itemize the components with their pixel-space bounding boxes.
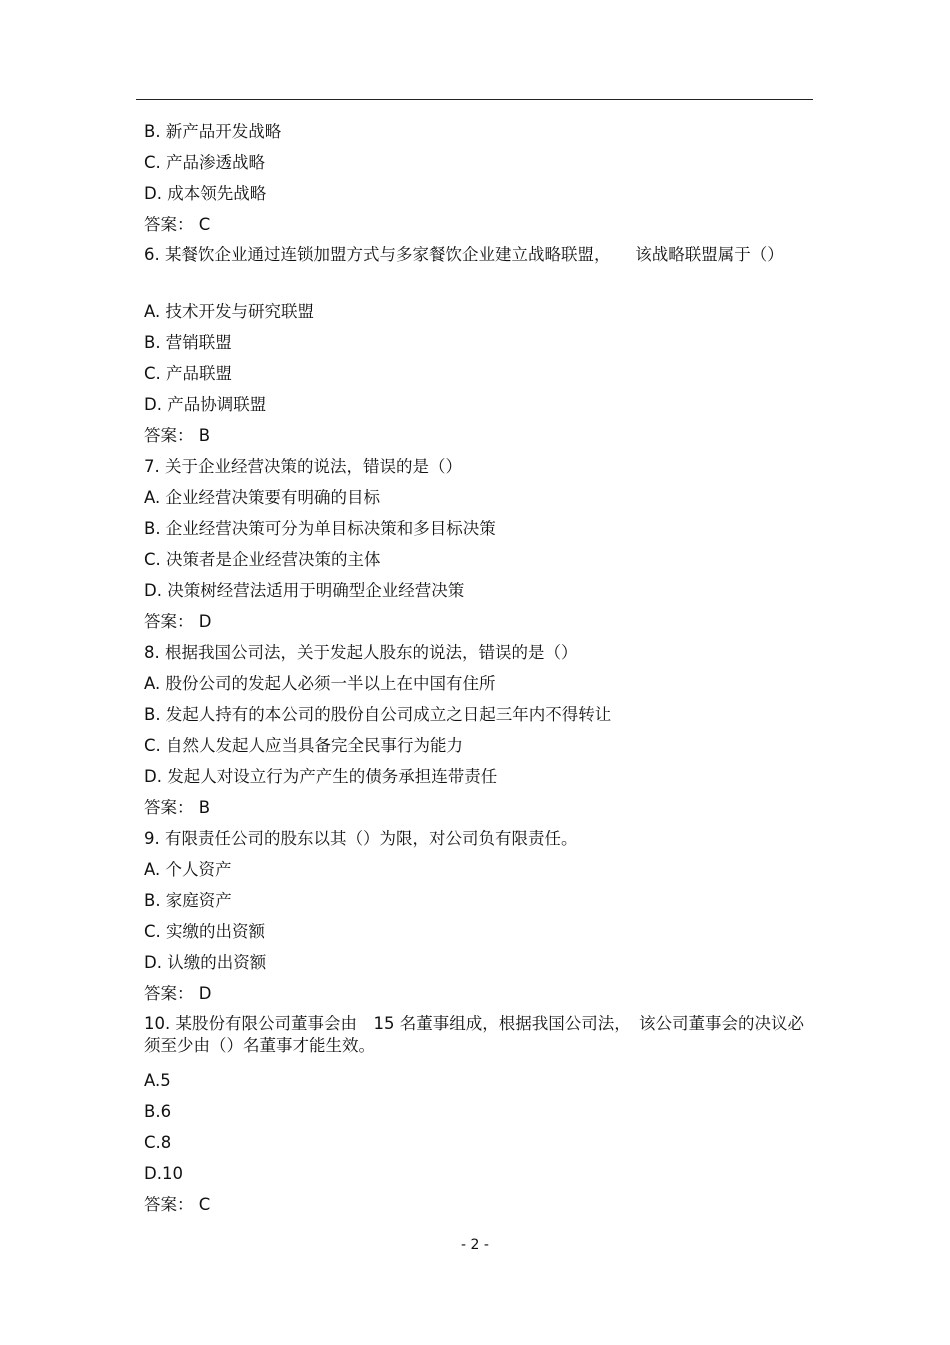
option-a-q6: A. 技术开发与研究联盟 (144, 302, 314, 321)
option-a-q7: A. 企业经营决策要有明确的目标 (144, 488, 380, 507)
answer-q10: 答案： C (144, 1195, 211, 1214)
option-b-q7: B. 企业经营决策可分为单目标决策和多目标决策 (144, 519, 496, 538)
answer-q6: 答案： B (144, 426, 211, 445)
option-a-q9: A. 个人资产 (144, 860, 232, 879)
question-10: 10. 某股份有限公司董事会由 15 名董事组成，根据我国公司法， 该公司董事会的决议必须至少由（）名董事才能生效。 (144, 1014, 804, 1055)
option-b-q8: B. 发起人持有的本公司的股份自公司成立之日起三年内不得转让 (144, 705, 612, 724)
question-6: 6. 某餐饮企业通过连锁加盟方式与多家餐饮企业建立战略联盟， 该战略联盟属于（） (144, 245, 784, 264)
option-c-q7: C. 决策者是企业经营决策的主体 (144, 550, 381, 569)
option-b-q9: B. 家庭资产 (144, 891, 232, 910)
option-c-q10: C.8 (144, 1133, 172, 1152)
option-a-q8: A. 股份公司的发起人必须一半以上在中国有住所 (144, 674, 496, 693)
option-b-q5: B. 新产品开发战略 (144, 122, 282, 141)
option-d-q8: D. 发起人对设立行为产产生的债务承担连带责任 (144, 767, 498, 786)
answer-q9: 答案： D (144, 984, 212, 1003)
option-d-q9: D. 认缴的出资额 (144, 953, 267, 972)
header-rule (136, 99, 813, 100)
option-c-q8: C. 自然人发起人应当具备完全民事行为能力 (144, 736, 464, 755)
option-c-q5: C. 产品渗透战略 (144, 153, 266, 172)
option-b-q10: B.6 (144, 1102, 172, 1121)
question-8: 8. 根据我国公司法，关于发起人股东的说法，错误的是（） (144, 643, 578, 662)
page-number: - 2 - (461, 1237, 489, 1253)
option-a-q10: A.5 (144, 1071, 171, 1090)
answer-q7: 答案： D (144, 612, 212, 631)
answer-q8: 答案： B (144, 798, 211, 817)
answer-q5: 答案： C (144, 215, 211, 234)
option-c-q6: C. 产品联盟 (144, 364, 233, 383)
option-c-q9: C. 实缴的出资额 (144, 922, 266, 941)
option-d-q5: D. 成本领先战略 (144, 184, 267, 203)
option-d-q10: D.10 (144, 1164, 183, 1183)
question-7: 7. 关于企业经营决策的说法，错误的是（） (144, 457, 462, 476)
question-9: 9. 有限责任公司的股东以其（）为限，对公司负有限责任。 (144, 829, 578, 848)
option-d-q6: D. 产品协调联盟 (144, 395, 267, 414)
option-b-q6: B. 营销联盟 (144, 333, 232, 352)
option-d-q7: D. 决策树经营法适用于明确型企业经营决策 (144, 581, 465, 600)
